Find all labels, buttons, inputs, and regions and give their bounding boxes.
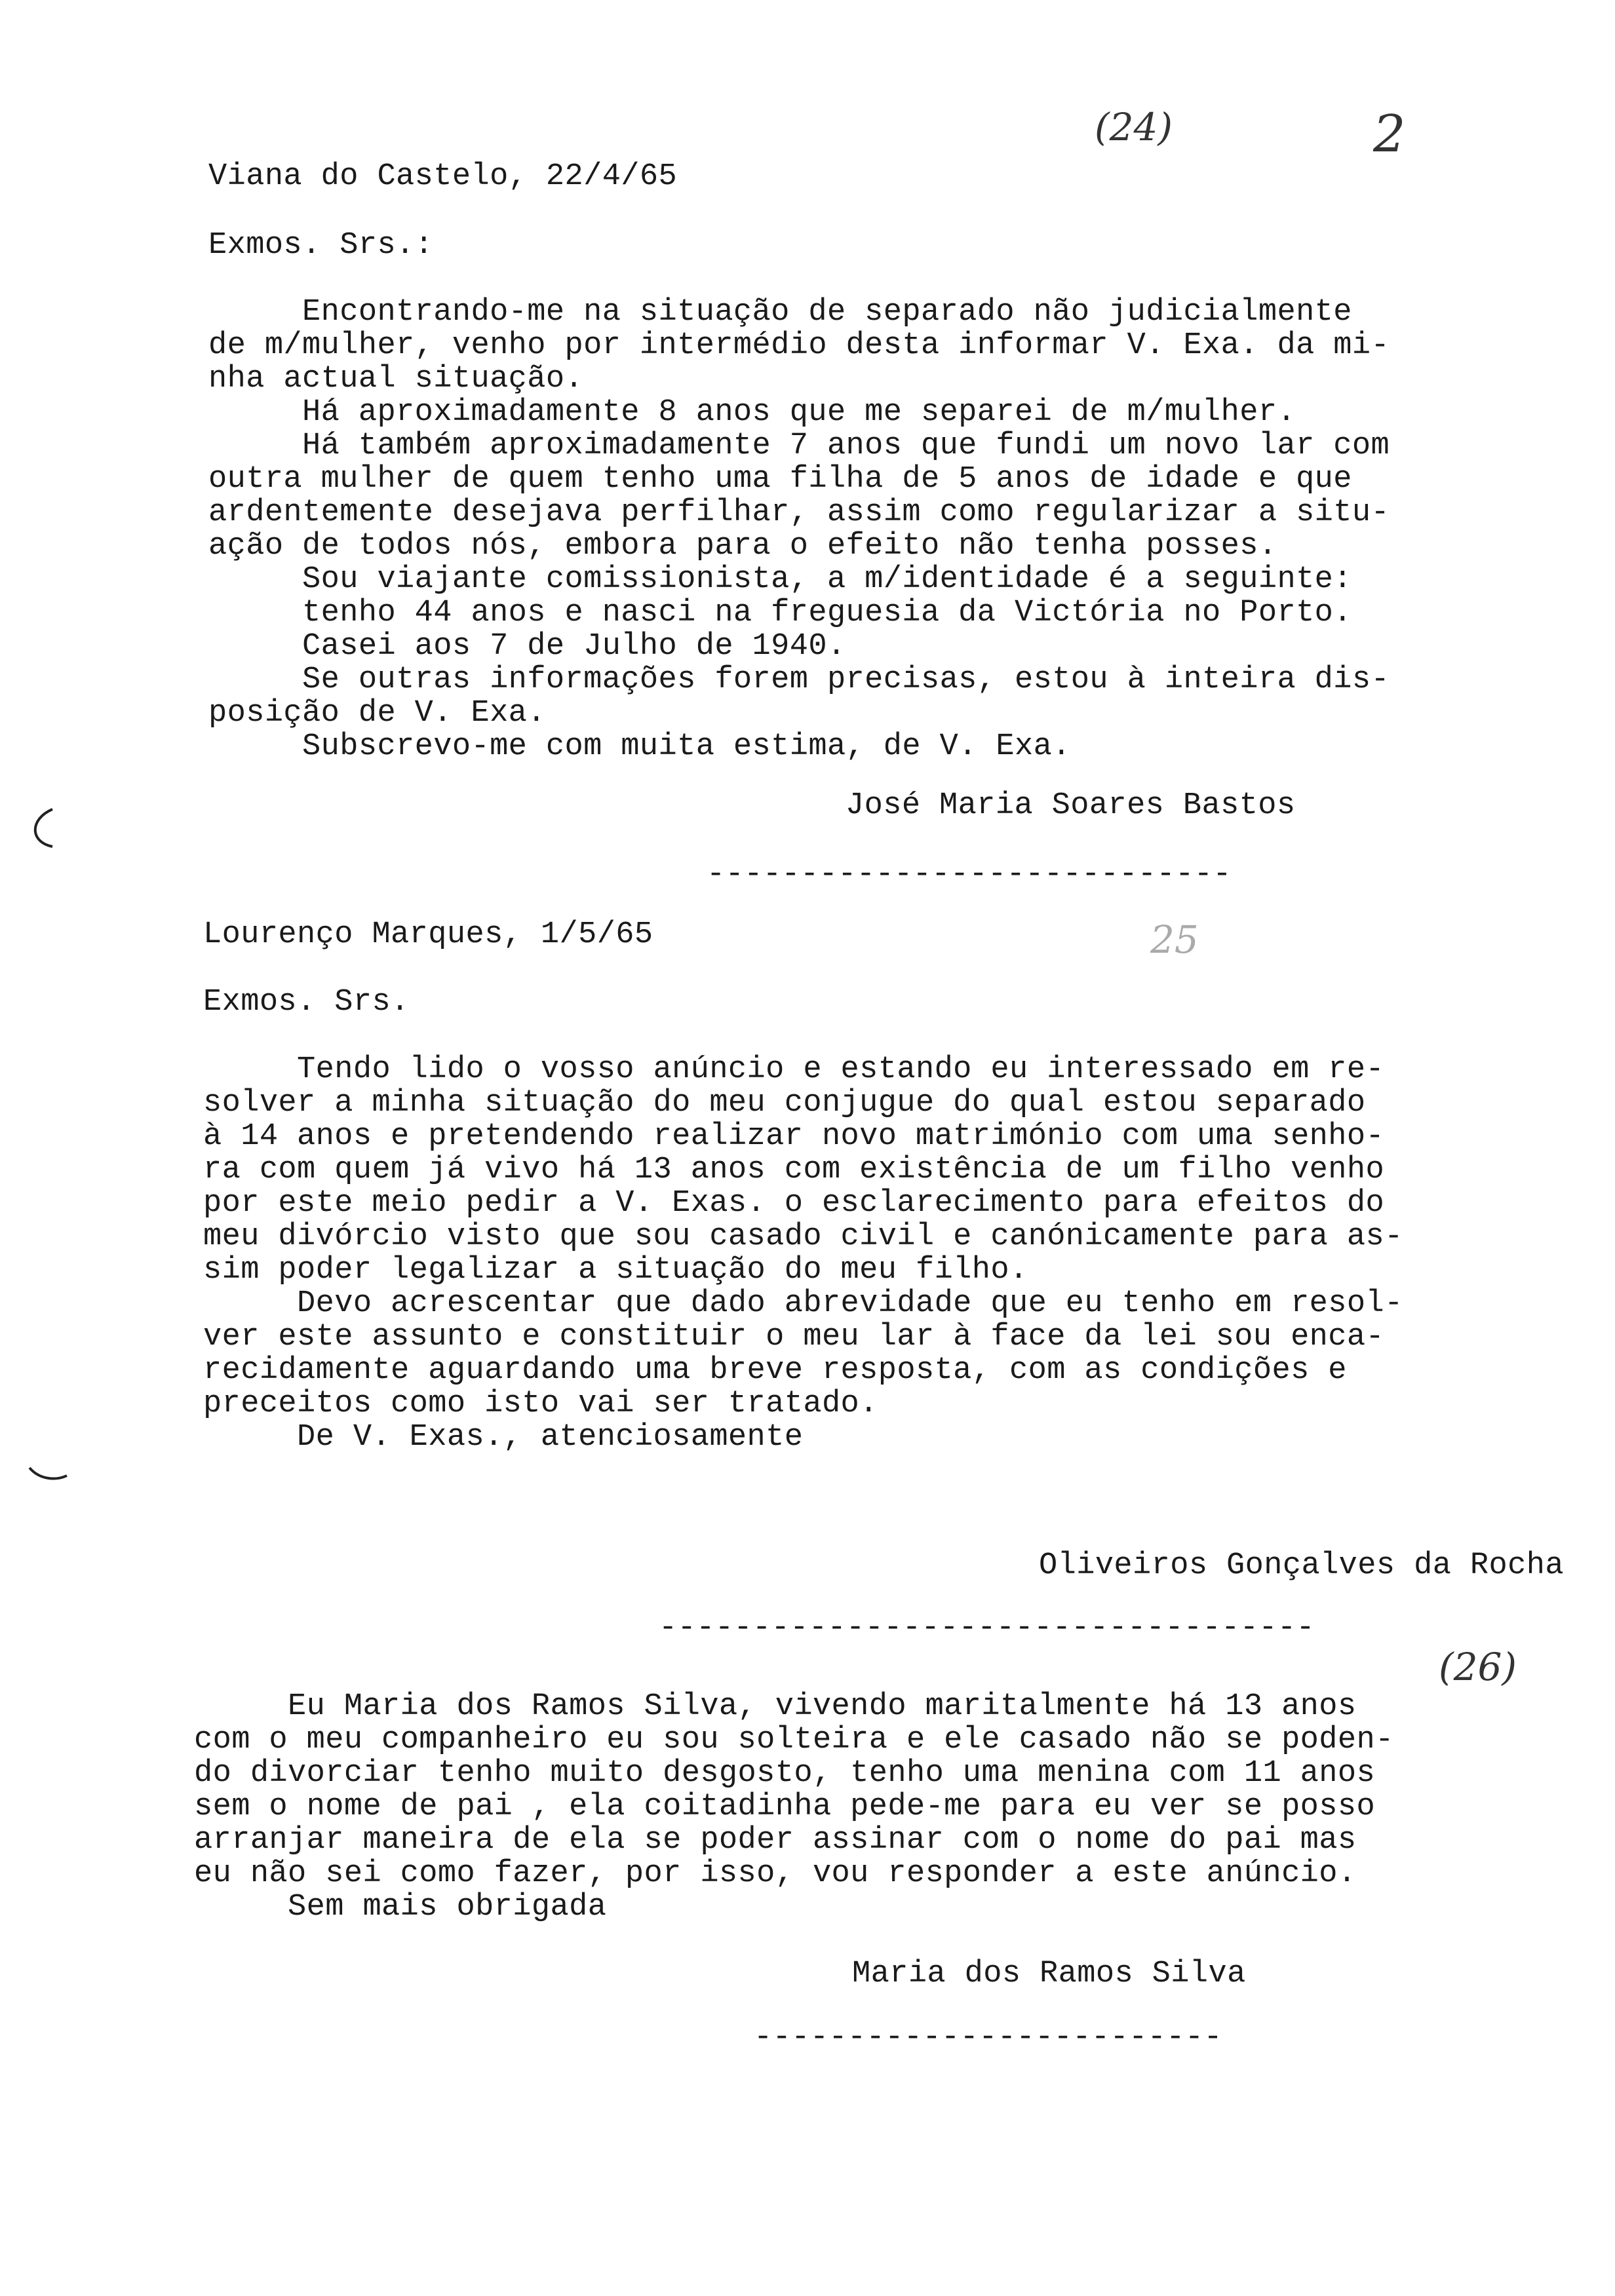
letter1-line: Encontrando-me na situação de separado não judicialmente — [208, 295, 1352, 330]
letter1-line: Há aproximadamente 8 anos que me separei de m/mulher. — [208, 395, 1296, 430]
margin-arc-mark — [26, 1461, 72, 1487]
handwritten-page-number: 2 — [1373, 105, 1406, 164]
letter3-line: Sem mais obrigada — [194, 1890, 607, 1924]
letter2-line: à 14 anos e pretendendo realizar novo matrimónio com uma senho- — [203, 1119, 1385, 1154]
handwritten-number-bottom: (26) — [1439, 1645, 1517, 1689]
letter1-signature: José Maria Soares Bastos — [846, 788, 1296, 823]
letter2-separator: ----------------------------------- — [659, 1611, 1315, 1645]
letter1-line: Há também aproximadamente 7 anos que fundi um novo lar com — [208, 429, 1390, 463]
handwritten-number-top: (24) — [1095, 105, 1173, 149]
letter1-line: posição de V. Exa. — [208, 696, 546, 731]
letter2-salutation: Exmos. Srs. — [203, 985, 410, 1020]
letter1-place-date: Viana do Castelo, 22/4/65 — [208, 159, 678, 194]
letter1-line: tenho 44 anos e nasci na freguesia da Victória no Porto. — [208, 596, 1352, 630]
letter2-line: recidamente aguardando uma breve resposta, com as condições e — [203, 1353, 1347, 1388]
letter3-line: sem o nome de pai , ela coitadinha pede-me para eu ver se posso — [194, 1789, 1376, 1824]
letter1-line: nha actual situação. — [208, 362, 584, 396]
letter2-line: Tendo lido o vosso anúncio e estando eu interessado em re- — [203, 1052, 1385, 1087]
letter3-line: com o meu companheiro eu sou solteira e ele casado não se poden- — [194, 1723, 1394, 1757]
letter1-line: Casei aos 7 de Julho de 1940. — [208, 629, 846, 664]
letter2-place-date: Lourenço Marques, 1/5/65 — [203, 917, 653, 952]
letter2-line: solver a minha situação do meu conjugue do qual estou separado — [203, 1086, 1366, 1120]
letter3-line: Eu Maria dos Ramos Silva, vivendo maritalmente há 13 anos — [194, 1689, 1357, 1724]
letter2-line: ra com quem já vivo há 13 anos com existência de um filho venho — [203, 1153, 1385, 1187]
letter3-signature: Maria dos Ramos Silva — [852, 1957, 1246, 1991]
letter1-line: outra mulher de quem tenho uma filha de 5 anos de idade e que — [208, 462, 1352, 497]
letter3-line: arranjar maneira de ela se poder assinar com o nome do pai mas — [194, 1823, 1357, 1858]
handwritten-number-middle: 25 — [1150, 917, 1199, 962]
margin-arc-mark — [26, 806, 59, 852]
letter2-line: preceitos como isto vai ser tratado. — [203, 1387, 878, 1421]
letter1-line: de m/mulher, venho por intermédio desta informar V. Exa. da mi- — [208, 328, 1390, 363]
letter3-line: do divorciar tenho muito desgosto, tenho uma menina com 11 anos — [194, 1756, 1376, 1791]
letter1-line: Subscrevo-me com muita estima, de V. Exa. — [208, 729, 1071, 764]
letter2-signature: Oliveiros Gonçalves da Rocha — [1039, 1548, 1564, 1583]
letter2-line: ver este assunto e constituir o meu lar à face da lei sou enca- — [203, 1320, 1385, 1354]
letter1-salutation: Exmos. Srs.: — [208, 228, 434, 263]
letter1-separator: ---------------------------- — [707, 857, 1232, 892]
letter2-line: meu divórcio visto que sou casado civil e canónicamente para as- — [203, 1219, 1403, 1254]
letter2-line: sim poder legalizar a situação do meu filho. — [203, 1253, 1028, 1288]
letter1-line: ardentemente desejava perfilhar, assim como regularizar a situ- — [208, 495, 1390, 530]
letter1-line: Sou viajante comissionista, a m/identidade é a seguinte: — [208, 562, 1352, 597]
letter3-line: eu não sei como fazer, por isso, vou responder a este anúncio. — [194, 1856, 1357, 1891]
letter2-line: por este meio pedir a V. Exas. o esclarecimento para efeitos do — [203, 1186, 1385, 1221]
letter2-line: Devo acrescentar que dado abrevidade que eu tenho em resol- — [203, 1286, 1403, 1321]
letter1-line: ação de todos nós, embora para o efeito não tenha posses. — [208, 529, 1277, 564]
letter3-separator: ------------------------- — [754, 2020, 1223, 2055]
letter2-line: De V. Exas., atenciosamente — [203, 1420, 804, 1455]
letter1-line: Se outras informações forem precisas, estou à inteira dis- — [208, 662, 1390, 697]
